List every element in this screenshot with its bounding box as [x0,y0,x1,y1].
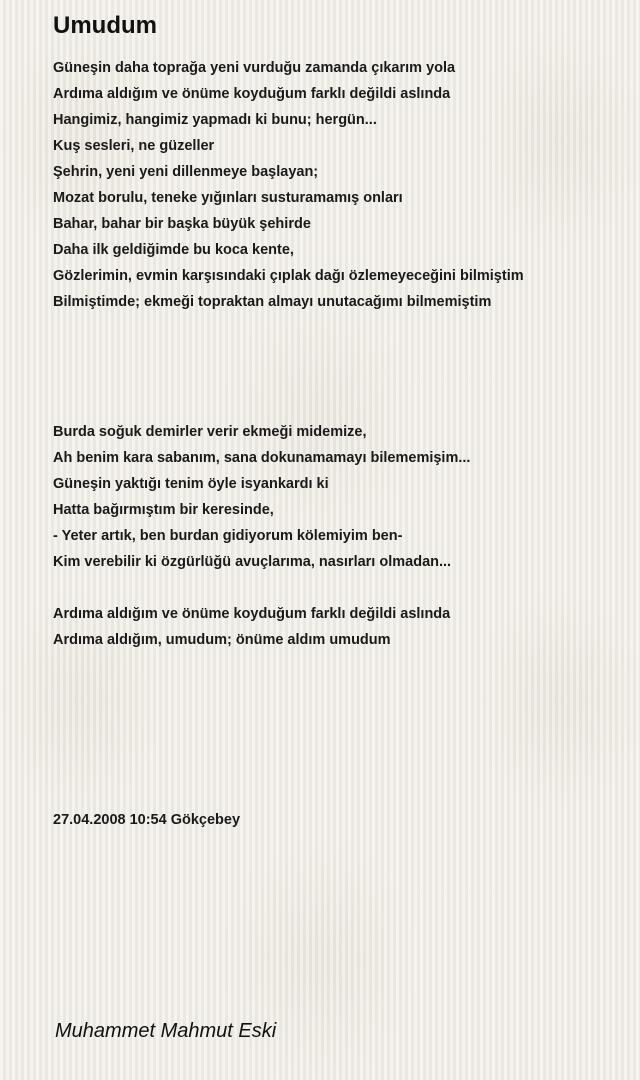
poem-line: Kim verebilir ki özgürlüğü avuçlarıma, nasırları olmadan... [53,554,452,570]
stanza-1 [53,55,613,315]
poem-title: Umudum [53,12,157,39]
author-signature: Muhammet Mahmut Eski [55,1020,277,1042]
poem-line: Mozat borulu, teneke yığınları susturamamış onları [53,190,403,206]
poem-line: Gözlerimin, evmin karşısındaki çıplak dağı özlemeyeceğini bilmiştim [53,268,524,284]
date-place: 27.04.2008 10:54 Gökçebey [53,812,241,828]
stanza-3 [53,601,613,653]
poem-line: - Yeter artık, ben burdan gidiyorum kölemiyim ben- [53,528,403,544]
poem-line: Hangimiz, hangimiz yapmadı ki bunu; hergün... [53,112,377,128]
stanza-2 [53,419,613,575]
poem-line: Burda soğuk demirler verir ekmeği midemize, [53,424,367,440]
poem-line: Bahar, bahar bir başka büyük şehirde [53,216,311,232]
poem-line: Bilmiştimde; ekmeği topraktan almayı unutacağımı bilmemiştim [53,294,492,310]
poem-line: Ah benim kara sabanım, sana dokunamamayı bilememişim... [53,450,471,466]
poem-line: Hatta bağırmıştım bir keresinde, [53,502,274,518]
poem-page [53,12,613,833]
poem-line: Şehrin, yeni yeni dillenmeye başlayan; [53,164,319,180]
poem-line: Kuş sesleri, ne güzeller [53,138,215,154]
poem-line: Güneşin daha toprağa yeni vurduğu zamanda çıkarım yola [53,60,456,76]
poem-line: Ardıma aldığım ve önüme koyduğum farklı değildi aslında [53,86,451,102]
poem-line: Daha ilk geldiğimde bu koca kente, [53,242,294,258]
poem-line: Ardıma aldığım, umudum; önüme aldım umudum [53,632,391,648]
poem-line: Ardıma aldığım ve önüme koyduğum farklı değildi aslında [53,606,451,622]
poem-line: Güneşin yaktığı tenim öyle isyankardı ki [53,476,329,492]
